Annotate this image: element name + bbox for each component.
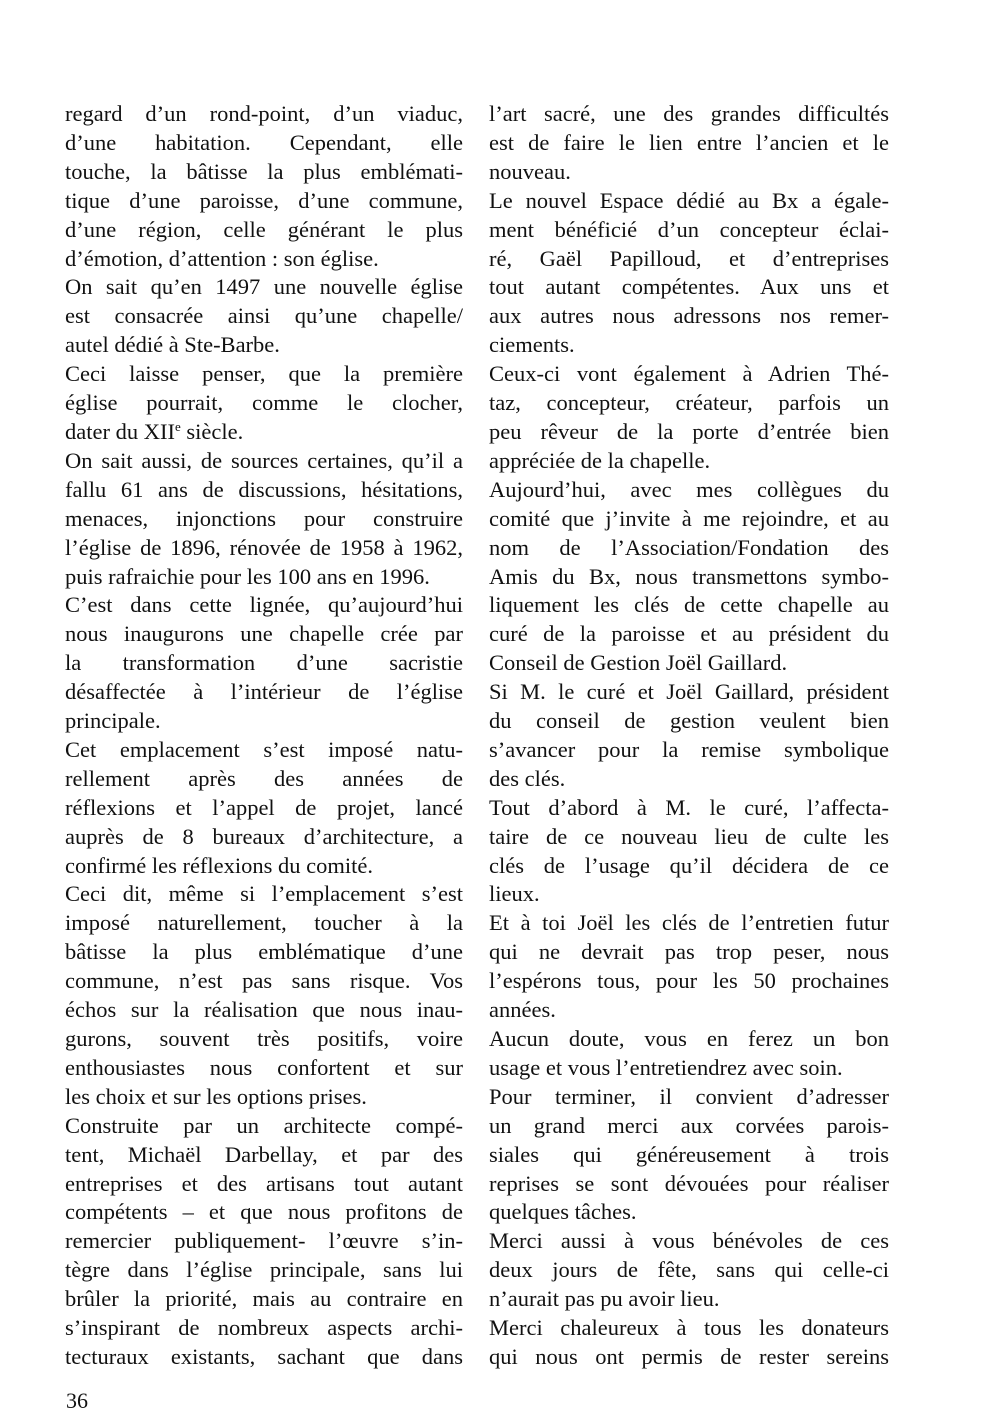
text-line: clés de l’usage qu’il décidera de ce: [489, 852, 889, 878]
text-line: fallu 61 ans de discussions, hésitations,: [65, 476, 463, 502]
paragraph: [65, 591, 463, 736]
text-line: nouveau.: [489, 158, 571, 184]
text-line: remercier publiquement- l’œuvre s’in-: [65, 1228, 463, 1254]
paragraph: [489, 360, 889, 476]
text-line: Le nouvel Espace dédié au Bx a égale-: [489, 187, 889, 213]
paragraph: [489, 794, 889, 910]
paragraph: [489, 1025, 889, 1083]
text-line: nous inaugurons une chapelle crée par: [65, 621, 463, 647]
text-line: On sait aussi, de sources certaines, qu’il a: [65, 447, 463, 473]
text-line: reprises se sont dévouées pour réaliser: [489, 1170, 889, 1196]
text-line: qui nous ont permis de rester sereins: [489, 1343, 889, 1369]
text-line: Ceux-ci vont également à Adrien Thé-: [489, 361, 889, 387]
text-line: curé de la paroisse et au président du: [489, 621, 889, 647]
text-line: C’est dans cette lignée, qu’aujourd’hui: [65, 592, 463, 618]
text-line: On sait qu’en 1497 une nouvelle église: [65, 274, 463, 300]
text-line: Tout d’abord à M. le curé, l’affecta-: [489, 794, 889, 820]
text-line: l’église de 1896, rénovée de 1958 à 1962,: [65, 534, 463, 560]
text-line: deux jours de fête, sans qui celle-ci: [489, 1257, 889, 1283]
paragraph: [65, 100, 463, 273]
text-line: Merci aussi à vous bénévoles de ces: [489, 1228, 889, 1254]
text-line: peu rêveur de la porte d’entrée bien: [489, 418, 889, 444]
text-line: principale.: [65, 708, 161, 734]
text-line: Amis du Bx, nous transmettons symbo-: [489, 563, 889, 589]
text-line: Ceci laisse penser, que la première: [65, 361, 463, 387]
text-line: menaces, injonctions pour construire: [65, 505, 463, 531]
text-line: Cet emplacement s’est imposé natu-: [65, 736, 463, 762]
text-line: ciements.: [489, 332, 575, 358]
text-line: quelques tâches.: [489, 1199, 637, 1225]
text-line: d’émotion, d’attention : son église.: [65, 245, 379, 271]
left-column: [65, 100, 463, 1372]
text-line: appréciée de la chapelle.: [489, 447, 711, 473]
text-line: l’espérons tous, pour les 50 prochaines: [489, 968, 889, 994]
text-line: puis rafraichie pour les 100 ans en 1996.: [65, 563, 430, 589]
text-line: échos sur la réalisation que nous inau-: [65, 997, 463, 1023]
text-line: aux autres nous adressons nos remer-: [489, 303, 889, 329]
text-line: Si M. le curé et Joël Gaillard, président: [489, 679, 889, 705]
text-line: enthousiastes nous confortent et sur: [65, 1054, 463, 1080]
text-line: des clés.: [489, 765, 566, 791]
text-line: touche, la bâtisse la plus emblémati-: [65, 158, 463, 184]
text-line: siales qui généreusement à trois: [489, 1141, 889, 1167]
text-line: regard d’un rond-point, d’un viaduc,: [65, 101, 463, 126]
text-line: Et à toi Joël les clés de l’entretien futur: [489, 910, 889, 936]
paragraph: [65, 273, 463, 360]
text-line: entreprises et des artisans tout autant: [65, 1170, 463, 1196]
text-line: tègre dans l’église principale, sans lui: [65, 1257, 463, 1283]
text-line: Aucun doute, vous en ferez un bon: [489, 1026, 889, 1051]
paragraph: [65, 1112, 463, 1372]
text-line: lieux.: [489, 881, 540, 907]
text-line: taz, concepteur, créateur, parfois un: [489, 390, 889, 416]
text-line: autel dédié à Ste-Barbe.: [65, 332, 280, 358]
text-line: commune, n’est pas sans risque. Vos: [65, 968, 463, 994]
paragraph: [489, 100, 889, 187]
text-line: tecturaux existants, sachant que dans: [65, 1343, 463, 1369]
paragraph: [65, 736, 463, 881]
text-line: Ceci dit, même si l’emplacement s’est: [65, 881, 463, 907]
text-line: dater du XIIe siècle.: [65, 418, 244, 444]
text-line: Conseil de Gestion Joël Gaillard.: [489, 650, 788, 676]
text-line: nom de l’Association/Fondation des: [489, 534, 889, 560]
text-line: s’avancer pour la remise symbolique: [489, 736, 889, 762]
text-line: d’une région, celle générant le plus: [65, 216, 463, 242]
paragraph: [489, 1314, 889, 1372]
text-line: brûler la priorité, mais au contraire en: [65, 1286, 463, 1312]
text-line: Construite par un architecte compé-: [65, 1112, 463, 1138]
text-line: ré, Gaël Papilloud, et d’entreprises: [489, 245, 889, 271]
text-line: confirmé les réflexions du comité.: [65, 852, 374, 878]
text-line: comité que j’invite à me rejoindre, et au: [489, 505, 889, 531]
text-line: ment bénéficié d’un concepteur éclai-: [489, 216, 889, 242]
text-line: rellement après des années de: [65, 765, 463, 791]
superscript: e: [174, 418, 181, 434]
text-line: auprès de 8 bureaux d’architecture, a: [65, 823, 463, 849]
text-line: taire de ce nouveau lieu de culte les: [489, 823, 889, 849]
text-line: est de faire le lien entre l’ancien et le: [489, 129, 889, 155]
text-line: imposé naturellement, toucher à la: [65, 910, 463, 936]
text-line: compétents – et que nous profitons de: [65, 1199, 463, 1225]
right-column: [489, 100, 889, 1372]
paragraph: [489, 678, 889, 794]
text-line: réflexions et l’appel de projet, lancé: [65, 794, 463, 820]
text-line: église pourrait, comme le clocher,: [65, 390, 463, 416]
paragraph: [489, 476, 889, 678]
text-line: liquement les clés de cette chapelle au: [489, 592, 889, 618]
text-line: s’inspirant de nombreux aspects archi-: [65, 1315, 463, 1341]
text-line: un grand merci aux corvées parois-: [489, 1112, 889, 1138]
text-line: qui ne devrait pas trop peser, nous: [489, 939, 889, 965]
paragraph: [65, 447, 463, 592]
text-line: n’aurait pas pu avoir lieu.: [489, 1286, 720, 1312]
text-line: Aujourd’hui, avec mes collègues du: [489, 476, 889, 502]
text-line: Pour terminer, il convient d’adresser: [489, 1083, 889, 1109]
text-line: est consacrée ainsi qu’une chapelle/: [65, 303, 463, 329]
text-line: tique d’une paroisse, d’une commune,: [65, 187, 463, 213]
text-line: gurons, souvent très positifs, voire: [65, 1026, 463, 1051]
paragraph: [489, 1227, 889, 1314]
text-line: Merci chaleureux à tous les donateurs: [489, 1315, 889, 1341]
text-line: tent, Michaël Darbellay, et par des: [65, 1141, 463, 1167]
page-number: 36: [66, 1388, 88, 1413]
text-line: la transformation d’une sacristie: [65, 650, 463, 676]
text-line: tout autant compétentes. Aux uns et: [489, 274, 889, 300]
text-line: désaffectée à l’intérieur de l’église: [65, 679, 463, 705]
text-line: usage et vous l’entretiendrez avec soin.: [489, 1054, 843, 1080]
text-line: l’art sacré, une des grandes difficultés: [489, 101, 889, 126]
paragraph: [489, 187, 889, 360]
text-line: les choix et sur les options prises.: [65, 1083, 367, 1109]
paragraph: [489, 1083, 889, 1228]
text-line: années.: [489, 997, 556, 1023]
text-line: d’une habitation. Cependant, elle: [65, 129, 463, 155]
paragraph: [65, 880, 463, 1111]
paragraph: [489, 909, 889, 1025]
text-line: bâtisse la plus emblématique d’une: [65, 939, 463, 965]
paragraph: [65, 360, 463, 447]
text-line: du conseil de gestion veulent bien: [489, 708, 889, 734]
